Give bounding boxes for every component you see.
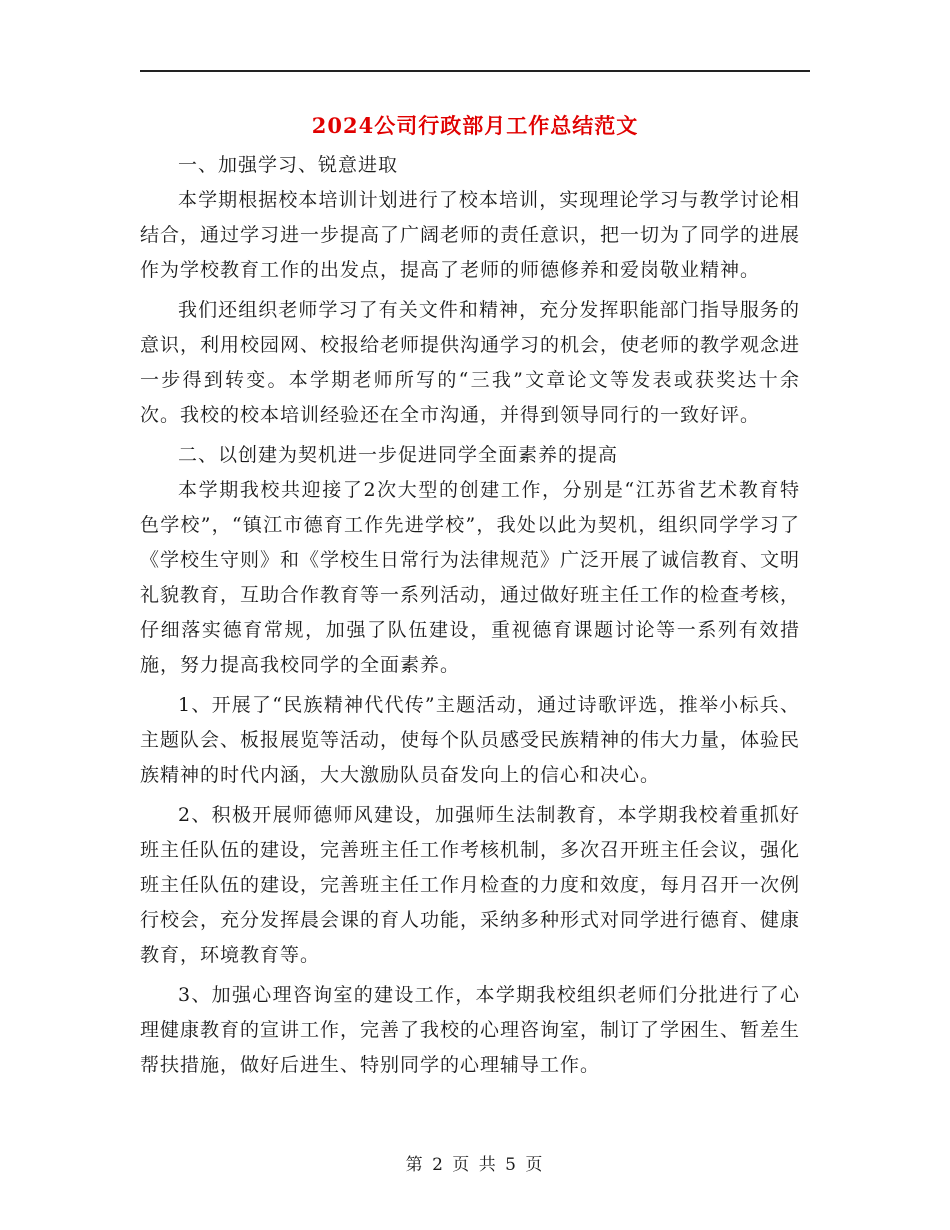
list-item-1: 1、开展了“民族精神代代传”主题活动，通过诗歌评选，推举小标兵、主题队会、板报展览等活动，使每个队员感受民族精神的伟大力量，体验民族精神的时代内涵，大大激励队员奋发向上的信心和决心。 — [140, 694, 801, 786]
list-item-2: 2、积极开展师德师风建设，加强师生法制教育，本学期我校着重抓好班主任队伍的建设，完善班主任工作考核机制，多次召开班主任会议，强化班主任队伍的建设，完善班主任工作月检查的力度和效度，每月召开一次例行校会，充分发挥晨会课的育人功能，采纳多种形式对同学进行德育、健康教育，环境教育等。 — [140, 804, 801, 966]
section-heading-2: 二、以创建为契机进一步促进同学全面素养的提高 — [178, 444, 619, 466]
document-title: 2024公司行政部月工作总结范文 — [311, 113, 639, 138]
paragraph: 本学期我校共迎接了2次大型的创建工作，分别是“江苏省艺术教育特色学校”，“镇江市德育工作先进学校”，我处以此为契机，组织同学学习了《学校生守则》和《学校生日常行为法律规范》广泛开展了诚信教育、文明礼貌教育，互助合作教育等一系列活动，通过做好班主任工作的检查考核，仔细落实德育常规，加强了队伍建设，重视德育课题讨论等一系列有效措施，努力提高我校同学的全面素养。 — [140, 479, 801, 676]
paragraph: 本学期根据校本培训计划进行了校本培训，实现理论学习与教学讨论相结合，通过学习进一步提高了广阔老师的责任意识，把一切为了同学的进展作为学校教育工作的出发点，提高了老师的师德修养和爱岗敬业精神。 — [140, 189, 801, 281]
section-heading-1: 一、加强学习、锐意进取 — [178, 154, 399, 176]
page-footer: 第 2 页 共 5 页 — [405, 1155, 545, 1175]
header-rule — [140, 70, 810, 72]
list-item-3: 3、加强心理咨询室的建设工作，本学期我校组织老师们分批进行了心理健康教育的宣讲工作，完善了我校的心理咨询室，制订了学困生、暂差生帮扶措施，做好后进生、特别同学的心理辅导工作。 — [140, 984, 801, 1076]
document-body — [140, 148, 800, 1088]
paragraph: 我们还组织老师学习了有关文件和精神，充分发挥职能部门指导服务的意识，利用校园网、校报给老师提供沟通学习的机会，使老师的教学观念进一步得到转变。本学期老师所写的“三我”文章论文等发表或获奖达十余次。我校的校本培训经验还在全市沟通，并得到领导同行的一致好评。 — [140, 299, 801, 426]
